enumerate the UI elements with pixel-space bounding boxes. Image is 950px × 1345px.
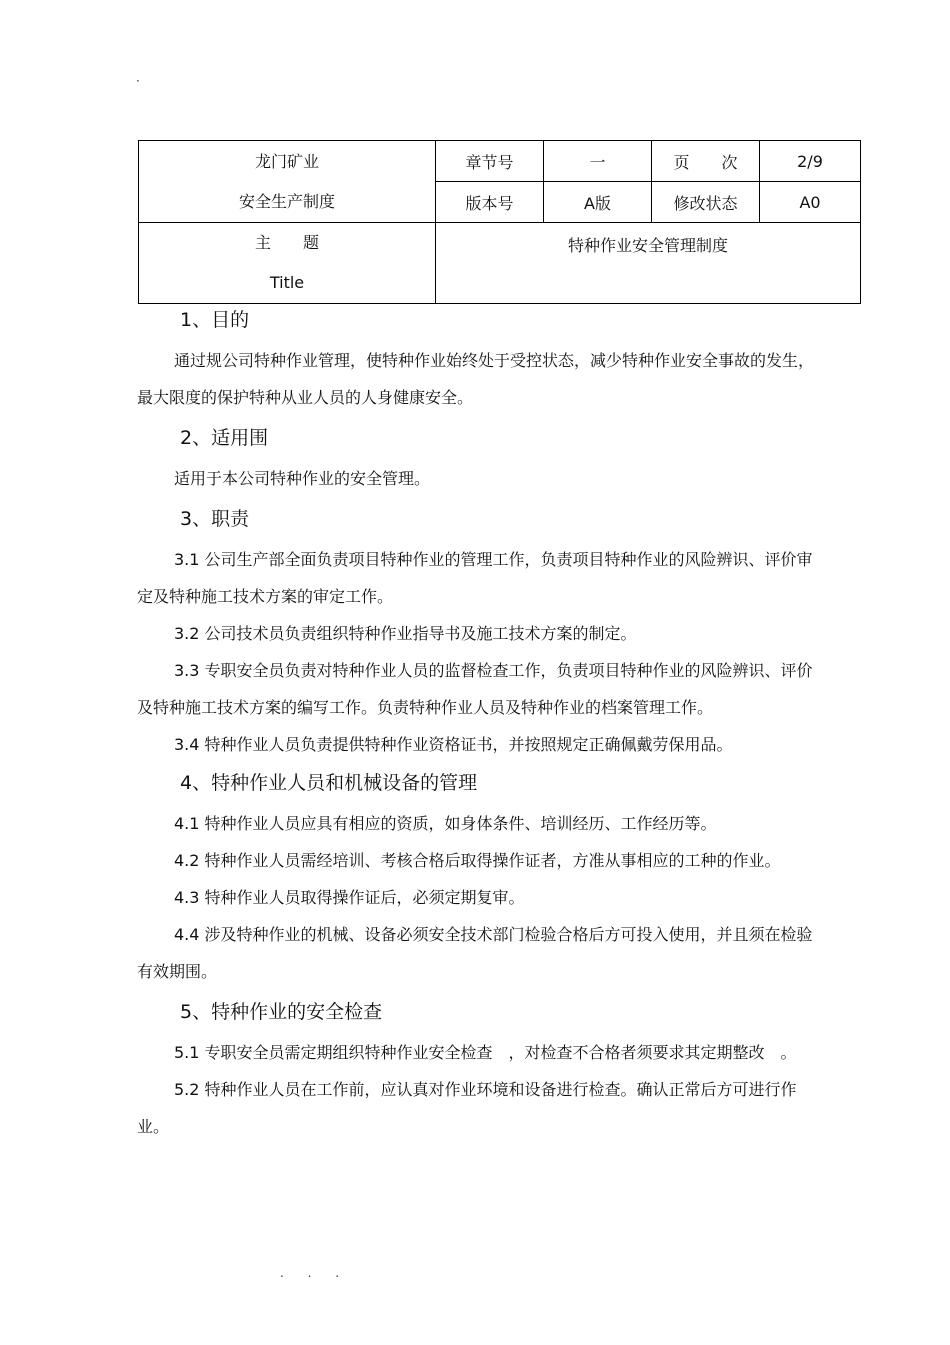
paragraph: 3.2 公司技术员负责组织特种作业指导书及施工技术方案的制定。 bbox=[174, 624, 637, 643]
paragraph: 3.4 特种作业人员负责提供特种作业资格证书，并按照规定正确佩戴劳保用品。 bbox=[174, 735, 733, 754]
paragraph: 4.4 涉及特种作业的机械、设备必须安全技术部门检验合格后方可投入使用，并且须在检验有效期围。 bbox=[137, 925, 813, 981]
section-heading: 1、目的 bbox=[180, 309, 250, 331]
page-mark-bottom: . . . bbox=[280, 1266, 350, 1280]
doc-type: 安全生产制度 bbox=[238, 191, 335, 211]
page-mark-top: · bbox=[136, 74, 140, 88]
paragraph: 4.1 特种作业人员应具有相应的资质，如身体条件、培训经历、工作经历等。 bbox=[174, 814, 717, 833]
subject-label: 主 题 bbox=[254, 233, 319, 252]
company-name: 龙门矿业 bbox=[254, 151, 319, 171]
page-label: 页 次 bbox=[652, 141, 760, 182]
paragraph: 适用于本公司特种作业的安全管理。 bbox=[174, 469, 431, 488]
paragraph: 通过规公司特种作业管理，使特种作业始终处于受控状态，减少特种作业安全事故的发生，最大限度的保护特种从业人员的人身健康安全。 bbox=[137, 351, 815, 407]
section-heading: 5、特种作业的安全检查 bbox=[180, 1001, 383, 1023]
revision-label: 修改状态 bbox=[652, 182, 760, 223]
header-table bbox=[138, 140, 861, 304]
document-body bbox=[137, 302, 827, 1145]
paragraph: 4.2 特种作业人员需经培训、考核合格后取得操作证者，方准从事相应的工种的作业。 bbox=[174, 851, 781, 870]
subject-label-en: Title bbox=[269, 273, 305, 292]
chapter-value: 一 bbox=[544, 141, 652, 182]
paragraph: 4.3 特种作业人员取得操作证后，必须定期复审。 bbox=[174, 888, 525, 907]
version-value: A版 bbox=[544, 182, 652, 223]
paragraph: 3.3 专职安全员负责对特种作业人员的监督检查工作，负责项目特种作业的风险辨识、评价及特种施工技术方案的编写工作。负责特种作业人员及特种作业的档案管理工作。 bbox=[137, 661, 813, 717]
section-heading: 4、特种作业人员和机械设备的管理 bbox=[180, 772, 478, 794]
paragraph: 5.1 专职安全员需定期组织特种作业安全检查 ，对检查不合格者须要求其定期整改 。 bbox=[174, 1043, 797, 1062]
subject-value: 特种作业安全管理制度 bbox=[436, 223, 861, 304]
subject-label-cell bbox=[139, 223, 436, 304]
page-value: 2/9 bbox=[760, 141, 861, 182]
section-heading: 3、职责 bbox=[180, 508, 250, 530]
paragraph: 5.2 特种作业人员在工作前，应认真对作业环境和设备进行检查。确认正常后方可进行作业。 bbox=[137, 1080, 797, 1136]
version-label: 版本号 bbox=[436, 182, 544, 223]
paragraph: 3.1 公司生产部全面负责项目特种作业的管理工作，负责项目特种作业的风险辨识、评价审定及特种施工技术方案的审定工作。 bbox=[137, 550, 813, 606]
section-heading: 2、适用围 bbox=[180, 427, 269, 449]
company-cell bbox=[139, 141, 436, 223]
revision-value: A0 bbox=[760, 182, 861, 223]
chapter-label: 章节号 bbox=[436, 141, 544, 182]
